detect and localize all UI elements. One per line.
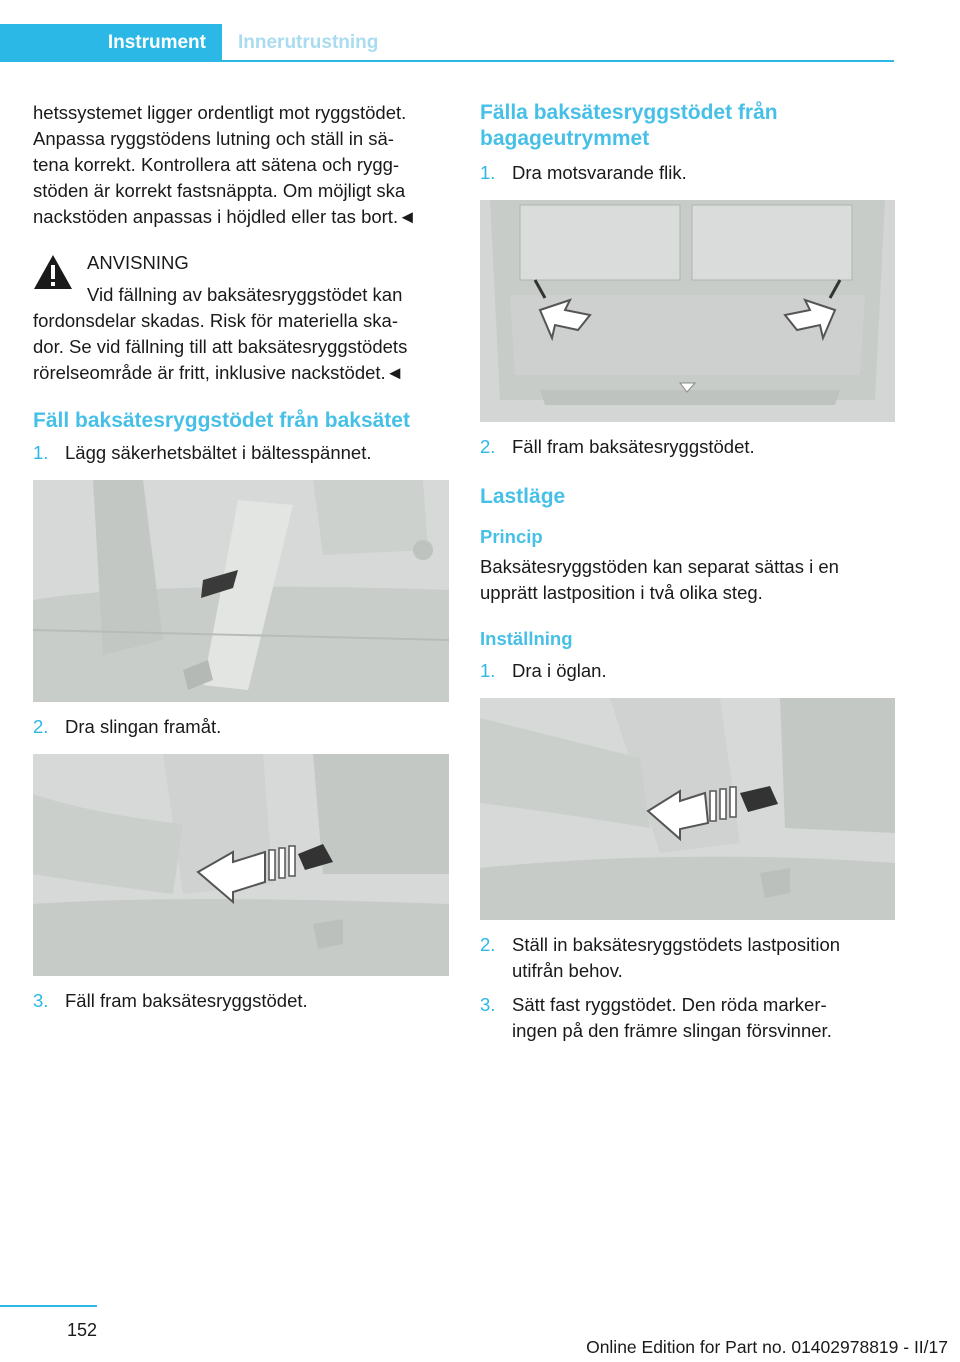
step-number: 1. bbox=[33, 442, 49, 463]
section-heading-lastlage: Lastläge bbox=[480, 485, 566, 508]
section-heading bbox=[480, 100, 896, 152]
step-item bbox=[33, 440, 449, 466]
principle-paragraph bbox=[480, 554, 896, 606]
step-item bbox=[480, 992, 896, 1044]
step-item bbox=[480, 658, 896, 684]
footer-rule bbox=[0, 1305, 97, 1307]
warning-line: rörelseområde är fritt, inklusive nackstödet.◄ bbox=[33, 362, 404, 383]
heading-line: Fälla baksätesryggstödet från bbox=[480, 101, 778, 124]
step-item bbox=[480, 160, 896, 186]
step-text: Dra i öglan. bbox=[512, 660, 607, 681]
step-text: Lägg säkerhetsbältet i bältesspännet. bbox=[65, 442, 372, 463]
step-text: Dra slingan framåt. bbox=[65, 716, 222, 737]
step-item bbox=[33, 988, 449, 1014]
step-number: 1. bbox=[480, 660, 496, 681]
step-number: 2. bbox=[480, 934, 496, 955]
tab-innerutrustning[interactable]: Innerutrustning bbox=[238, 31, 379, 53]
step-item bbox=[480, 932, 896, 984]
intro-paragraph bbox=[33, 100, 449, 230]
warning-line: fordonsdelar skadas. Risk för materiella ska- bbox=[33, 310, 399, 331]
intro-line: Anpassa ryggstödens lutning och ställ in sä- bbox=[33, 128, 394, 149]
left-column bbox=[33, 100, 449, 1014]
warning-line: Vid fällning av baksätesryggstödet kan bbox=[87, 284, 403, 305]
warning-line: dor. Se vid fällning till att baksätesryggstödets bbox=[33, 336, 408, 357]
edition-note: Online Edition for Part no. 01402978819 - II/17 bbox=[586, 1337, 948, 1357]
header-rule bbox=[0, 60, 894, 62]
pull-loop-illustration bbox=[33, 754, 449, 976]
warning-box bbox=[33, 250, 449, 386]
paragraph-line: upprätt lastposition i två olika steg. bbox=[480, 582, 763, 603]
step-text bbox=[512, 932, 896, 984]
step-number: 1. bbox=[480, 162, 496, 183]
warning-title: ANVISNING bbox=[87, 252, 189, 273]
step-text: Fäll fram baksätesryggstödet. bbox=[65, 990, 308, 1011]
loop-pull-illustration bbox=[480, 698, 895, 920]
step-text: Dra motsvarande flik. bbox=[512, 162, 687, 183]
step-text-line: Sätt fast ryggstödet. Den röda marker- bbox=[512, 994, 827, 1015]
intro-line: tena korrekt. Kontrollera att sätena och rygg- bbox=[33, 154, 400, 175]
page-header bbox=[0, 0, 960, 62]
subheading-installning: Inställning bbox=[480, 628, 573, 649]
intro-line: hetssystemet ligger ordentligt mot ryggstödet. bbox=[33, 102, 407, 123]
luggage-compartment-illustration bbox=[480, 200, 895, 422]
step-text: Fäll fram baksätesryggstödet. bbox=[512, 436, 755, 457]
page-number: 152 bbox=[66, 1320, 97, 1340]
step-text-line: utifrån behov. bbox=[512, 960, 623, 981]
heading-line: bagageutrymmet bbox=[480, 127, 650, 150]
right-column bbox=[480, 100, 896, 1044]
subheading-princip: Princip bbox=[480, 526, 543, 547]
intro-line: nackstöden anpassas i höjdled eller tas bort.◄ bbox=[33, 206, 417, 227]
paragraph-line: Baksätesryggstöden kan separat sättas i en bbox=[480, 556, 839, 577]
tab-instrument[interactable]: Instrument bbox=[0, 24, 222, 61]
step-number: 2. bbox=[33, 716, 49, 737]
step-number: 3. bbox=[33, 990, 49, 1011]
step-text-line: Ställ in baksätesryggstödets lastposition bbox=[512, 934, 841, 955]
warning-triangle-icon bbox=[33, 254, 73, 290]
step-text-line: ingen på den främre slingan försvinner. bbox=[512, 1020, 832, 1041]
step-item bbox=[480, 434, 896, 460]
step-number: 3. bbox=[480, 994, 496, 1015]
intro-line: stöden är korrekt fastsnäppta. Om möjligt ska bbox=[33, 180, 406, 201]
seatbelt-buckle-illustration bbox=[33, 480, 449, 702]
step-item bbox=[33, 714, 449, 740]
step-number: 2. bbox=[480, 436, 496, 457]
section-heading: Fäll baksätesryggstödet från baksätet bbox=[33, 409, 410, 432]
step-text bbox=[512, 992, 896, 1044]
